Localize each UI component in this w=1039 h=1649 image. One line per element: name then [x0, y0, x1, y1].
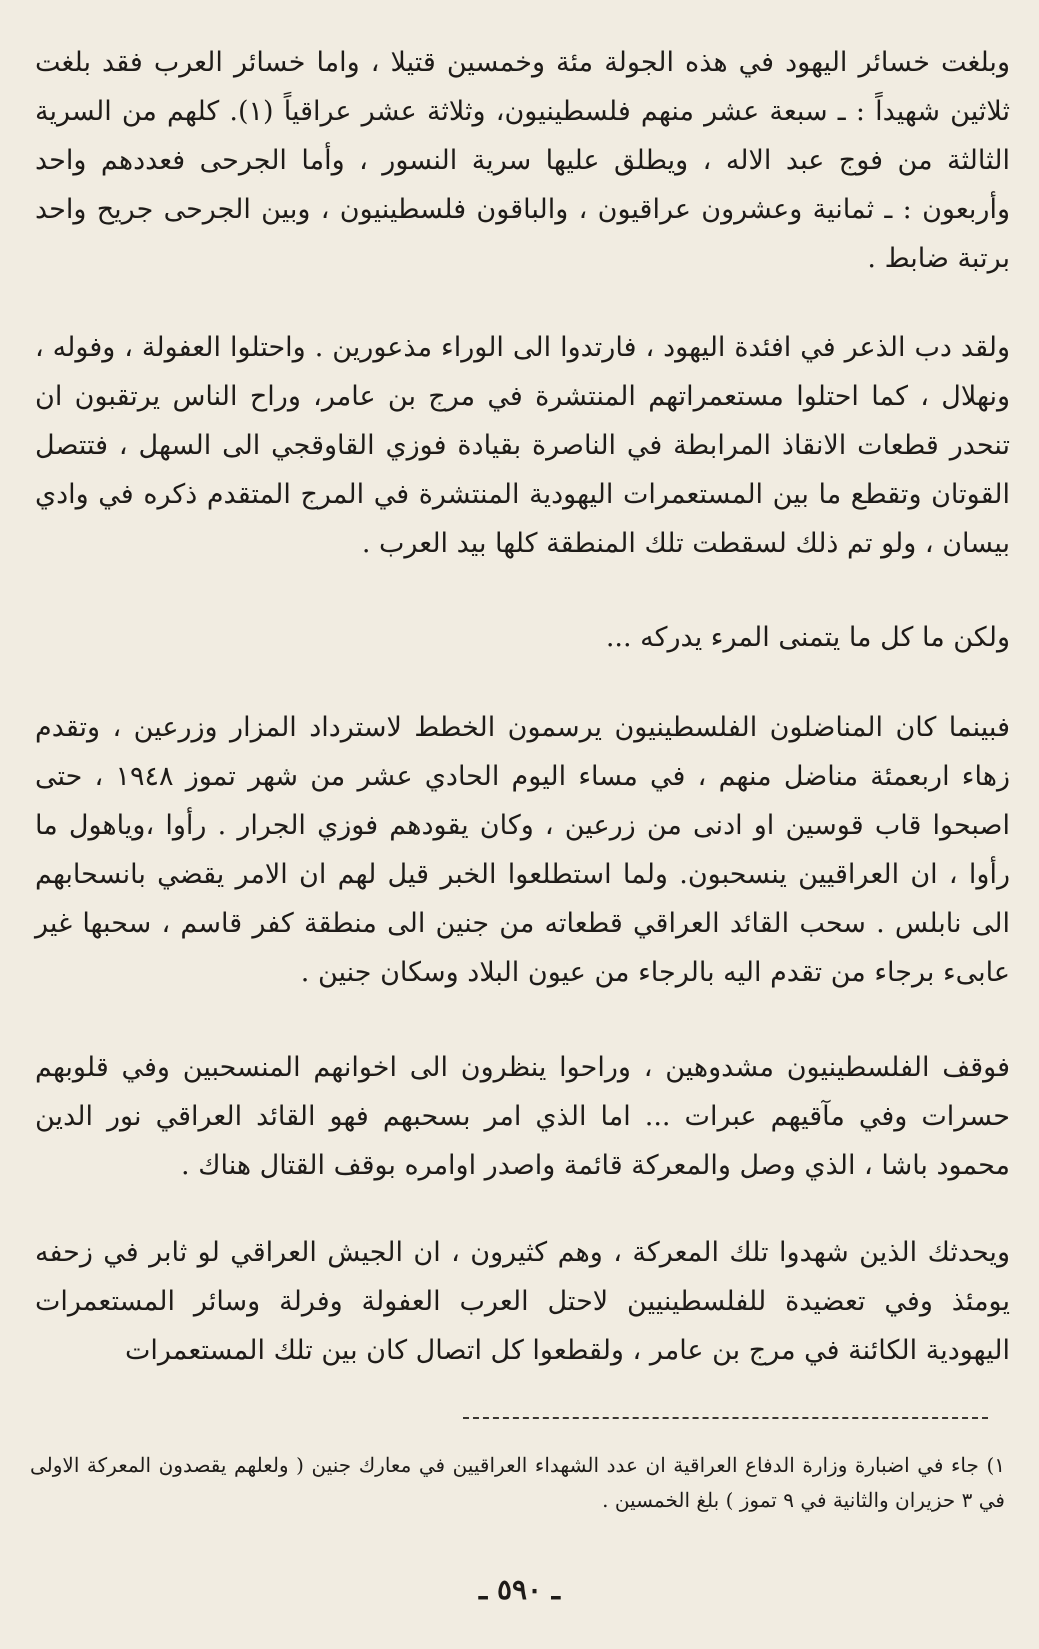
- paragraph-proverb: ولكن ما كل ما يتمنى المرء يدركه ...: [605, 622, 1010, 653]
- paragraph-witnesses: ويحدثك الذين شهدوا تلك المعركة ، وهم كثيرون ، ان الجيش العراقي لو ثابر في زحفه يومئذ وفي تعضيدة للفلسطينيين لاحتل العرب العفولة وفرلة وسائر المستعمرات اليهودية الكائنة في مرج بن عامر ، ولقطعوا كل اتصال كان بين تلك المستعمرات: [35, 1237, 1010, 1366]
- paragraph-panic: ولقد دب الذعر في افئدة اليهود ، فارتدوا الى الوراء مذعورين . واحتلوا العفولة ، وفوله ، ونهلال ، كما احتلوا مستعمراتهم المنتشرة في مرج بن عامر، وراح الناس يرتقبون ان تنحدر قطعات الانقاذ المرابطة في الناصرة بقيادة فوزي القاوقجي الى السهل ، فتتصل القوتان وتقطع ما بين المستعمرات اليهودية المنتشرة في المرج المتقدم ذكره في وادي بيسان ، ولو تم ذلك لسقطت تلك المنطقة كلها بيد العرب .: [35, 332, 1011, 559]
- paragraph-5-block: [35, 1043, 1010, 1190]
- paragraph-losses: وبلغت خسائر اليهود في هذه الجولة مئة وخمسين قتيلا ، واما خسائر العرب فقد بلغت ثلاثين شهيداً : ـ سبعة عشر منهم فلسطينيون، وثلاثة عشر عراقياً (١). كلهم من السرية الثالثة من فوج عبد الاله ، ويطلق عليها سرية النسور ، وأما الجرحى فعددهم واحد وأربعون : ـ ثمانية وعشرون عراقيون ، والباقون فلسطينيون ، وبين الجرحى جريح واحد برتبة ضابط .: [35, 47, 1011, 274]
- paragraph-stunned: فوقف الفلسطينيون مشدوهين ، وراحوا ينظرون الى اخوانهم المنسحبين وفي قلوبهم حسرات وفي مآقيهم عبرات ... اما الذي امر بسحبهم فهو القائد العراقي نور الدين محمود باشا ، الذي وصل والمعركة قائمة واصدر اوامره بوقف القتال هناك .: [35, 1052, 1010, 1181]
- paragraph-withdrawal: فبينما كان المناضلون الفلسطينيون يرسمون الخطط لاسترداد المزار وزرعين ، وتقدم زهاء اربعمئة مناضل منهم ، في مساء اليوم الحادي عشر من شهر تموز ١٩٤٨ ، حتى اصبحوا قاب قوسين او ادنى من زرعين ، وكان يقودهم فوزي الجرار . رأوا ،وياهول ما رأوا ، ان العراقيين ينسحبون. ولما استطلعوا الخبر قيل لهم ان الامر يقضي بانسحابهم الى نابلس . سحب القائد العراقي قطعاته من جنين الى منطقة كفر قاسم ، سحبها غير عابىء برجاء من تقدم اليه بالرجاء من عيون البلاد وسكان جنين .: [35, 712, 1010, 988]
- paragraph-4-block: [35, 703, 1010, 997]
- footnote-divider: [463, 1417, 988, 1419]
- paragraph-2-block: [35, 323, 1010, 568]
- paragraph-6-block: [35, 1228, 1010, 1375]
- book-page: [30, 28, 1010, 1628]
- footnote: ١) جاء في اضبارة وزارة الدفاع العراقية ان عدد الشهداء العراقيين في معارك جنين ( ولعلهم يقصدون المعركة الاولى في ٣ حزيران والثانية في ٩ تموز ) بلغ الخمسين .: [30, 1453, 1005, 1512]
- paragraph-3-block: [35, 613, 1010, 662]
- paragraph-1-block: [35, 38, 1010, 283]
- page-number: ـ ٥٩٠ ـ: [478, 1573, 561, 1606]
